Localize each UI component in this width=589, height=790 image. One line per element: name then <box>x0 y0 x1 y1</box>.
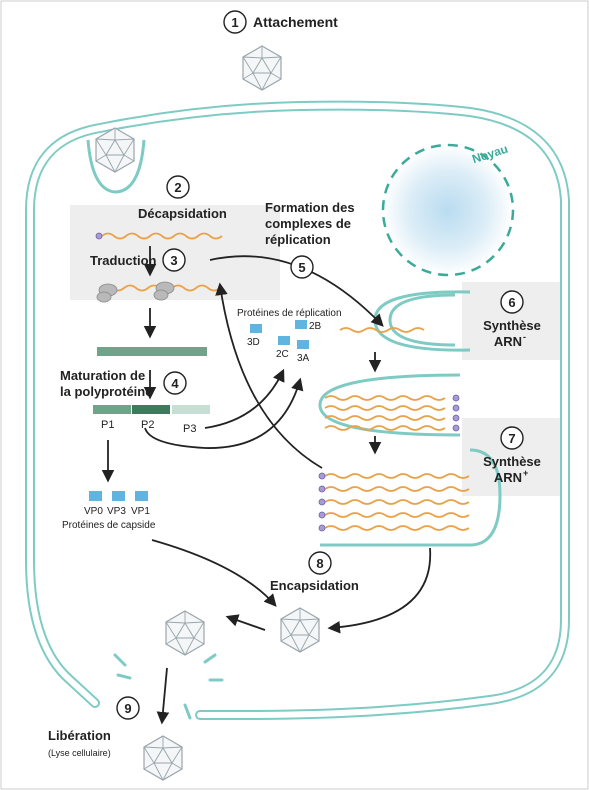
nucleus <box>383 145 513 275</box>
protein-3d-square <box>250 324 262 333</box>
attachment-label: Attachement <box>253 14 338 30</box>
replication-complex-label-line2: complexes de <box>265 216 351 231</box>
step-4-number: 4 <box>171 376 179 391</box>
vp0-label: VP0 <box>84 506 103 517</box>
encapsidation-label: Encapsidation <box>270 578 359 593</box>
vp1-square <box>135 491 148 501</box>
synthesis-minus-line1: Synthèse <box>483 318 541 333</box>
step-2-number: 2 <box>174 180 182 195</box>
release-label: Libération <box>48 728 111 743</box>
protein-3d-label: 3D <box>247 337 260 348</box>
vp0-square <box>89 491 102 501</box>
step-7-number: 7 <box>508 431 516 446</box>
translation-label: Traduction <box>90 253 157 268</box>
protein-3a-square <box>297 340 309 349</box>
maturation-label-line1: Maturation de <box>60 368 146 383</box>
replication-complex-label-line1: Formation des <box>265 200 355 215</box>
release-sublabel: (Lyse cellulaire) <box>48 748 111 758</box>
capsid-proteins-title: Protéines de capside <box>62 520 156 531</box>
synthesis-minus-sign: - <box>523 332 526 342</box>
step-1-number: 1 <box>231 15 239 30</box>
p2-label: P2 <box>141 419 155 431</box>
synthesis-minus-line2: ARN <box>493 334 523 349</box>
replication-complex-label-line3: réplication <box>265 232 331 247</box>
protein-2b-label: 2B <box>309 321 322 332</box>
maturation-label-line2: la polyprotéine <box>60 384 153 399</box>
step-8-number: 8 <box>316 556 324 571</box>
vp1-label: VP1 <box>131 506 150 517</box>
protein-2c-square <box>278 336 290 345</box>
synthesis-plus-sign: + <box>523 468 529 478</box>
p3-label: P3 <box>183 423 197 435</box>
uncoating-label: Décapsidation <box>138 206 227 221</box>
nucleus-label: Noyau <box>470 141 510 167</box>
p1-segment <box>93 405 131 414</box>
replication-proteins-title: Protéines de réplication <box>237 308 342 319</box>
protein-2c-label: 2C <box>276 349 289 360</box>
p2-segment <box>132 405 170 414</box>
step-5-number: 5 <box>298 260 306 275</box>
vp3-label: VP3 <box>107 506 126 517</box>
step-9-number: 9 <box>124 701 132 716</box>
step-3-number: 3 <box>170 253 178 268</box>
step-6-number: 6 <box>508 295 516 310</box>
p1-label: P1 <box>101 419 115 431</box>
vp3-square <box>112 491 125 501</box>
protein-2b-square <box>295 320 307 329</box>
synthesis-plus-line1: Synthèse <box>483 454 541 469</box>
synthesis-plus-line2: ARN <box>493 470 523 485</box>
protein-3a-label: 3A <box>297 353 310 364</box>
polyprotein-bar <box>97 347 207 356</box>
p3-segment <box>172 405 210 414</box>
